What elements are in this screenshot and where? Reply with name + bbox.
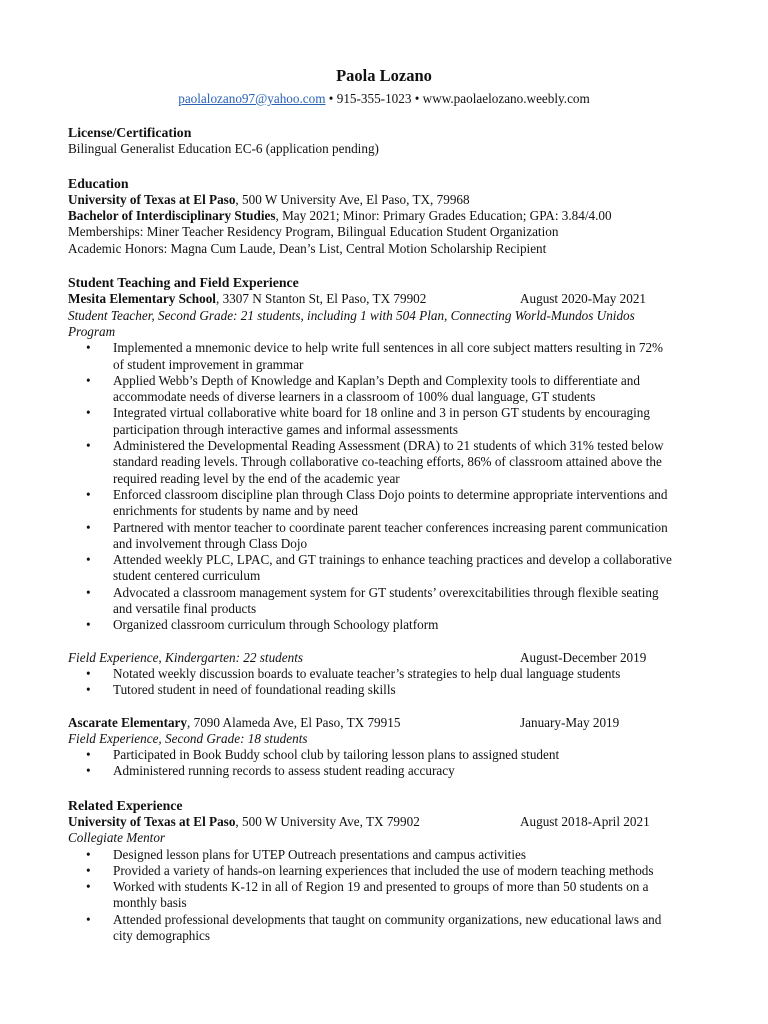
contact-separator: • — [411, 91, 423, 106]
bullet-text-line: and involvement through Class Dojo — [113, 535, 308, 551]
bullet-item — [68, 520, 704, 553]
section-title-student-teaching: Student Teaching and Field Experience — [68, 275, 299, 291]
bullet-dot: • — [86, 846, 91, 862]
bullet-dot: • — [86, 372, 91, 388]
bullet-dot: • — [86, 552, 91, 568]
bullet-text-line: Tutored student in need of foundational reading skills — [113, 682, 396, 698]
bullet-text-line: Implemented a mnemonic device to help write full sentences in all core subject matters resulting in 72% — [113, 340, 664, 356]
bullet-text-line: and versatile final products — [113, 601, 257, 617]
bullet-item — [68, 340, 704, 373]
bullet-text-line: Applied Webb’s Depth of Knowledge and Kaplan’s Depth and Complexity tools to differentiate and — [113, 372, 640, 388]
ascarate-bullets — [68, 747, 704, 780]
license-section — [68, 125, 704, 158]
ascarate-dates: January-May 2019 — [520, 714, 620, 730]
bullet-item — [68, 847, 704, 863]
bullet-dot: • — [86, 584, 91, 600]
resume-content — [68, 125, 704, 962]
bullet-item — [68, 863, 704, 879]
bullet-item — [68, 912, 704, 945]
bullet-item — [68, 373, 704, 406]
bullet-text-line: city demographics — [113, 928, 211, 944]
education-section — [68, 176, 704, 257]
bullet-dot: • — [86, 519, 91, 535]
bullet-text-line: student centered curriculum — [113, 568, 261, 584]
bullet-item — [68, 879, 704, 912]
education-degree-details: , May 2021; Minor: Primary Grades Education; GPA: 3.84/4.00 — [275, 208, 612, 224]
bullet-text-line: accommodate needs of diverse learners in a classroom of 100% dual language, GT students — [113, 389, 596, 405]
bullet-text-line: required reading level by the end of the academic year — [113, 470, 400, 486]
bullet-dot: • — [86, 911, 91, 927]
bullet-text-line: Participated in Book Buddy school club by tailoring lesson plans to assigned student — [113, 747, 560, 763]
education-school-line — [68, 192, 704, 208]
education-school-address: , 500 W University Ave, El Paso, TX, 79968 — [235, 191, 470, 207]
phone-number: 915-355-1023 — [336, 91, 412, 106]
section-title-related: Related Experience — [68, 797, 183, 813]
kinder-header — [68, 650, 704, 666]
bullet-text-line: of student improvement in grammar — [113, 356, 304, 372]
contact-separator: • — [325, 91, 337, 106]
contact-line — [0, 91, 768, 107]
bullet-text-line: Notated weekly discussion boards to evaluate teacher’s strategies to help dual language students — [113, 665, 621, 681]
related-role: Collegiate Mentor — [68, 830, 166, 846]
section-title-license: License/Certification — [68, 125, 192, 140]
bullet-dot: • — [86, 438, 91, 454]
bullet-text-line: participation through interactive games and informal assessments — [113, 421, 458, 437]
mesita-address: , 3307 N Stanton St, El Paso, TX 79902 — [215, 291, 427, 307]
bullet-dot: • — [86, 405, 91, 421]
section-title-education: Education — [68, 175, 129, 191]
bullet-text-line: Administered the Developmental Reading Assessment (DRA) to 21 students of which 31% tested below — [113, 438, 664, 454]
kinder-bullets — [68, 666, 704, 699]
bullet-dot: • — [86, 340, 91, 356]
education-degree: Bachelor of Interdisciplinary Studies — [68, 208, 276, 224]
bullet-text-line: Advocated a classroom management system for GT students’ overexcitabilities through flexible seating — [113, 584, 659, 600]
license-text: Bilingual Generalist Education EC-6 (application pending) — [68, 141, 379, 157]
ascarate-school: Ascarate Elementary — [68, 714, 188, 730]
education-memberships: Memberships: Miner Teacher Residency Program, Bilingual Education Student Organization — [68, 224, 559, 240]
bullet-text-line: monthly basis — [113, 895, 187, 911]
education-school: University of Texas at El Paso — [68, 191, 236, 207]
kinder-role: Field Experience, Kindergarten: 22 students — [68, 649, 303, 665]
bullet-text-line: Enforced classroom discipline plan through Class Dojo points to determine appropriate interventions and — [113, 486, 668, 502]
bullet-text-line: Administered running records to assess student reading accuracy — [113, 763, 455, 779]
bullet-text-line: Partnered with mentor teacher to coordinate parent teacher conferences increasing parent communication — [113, 519, 668, 535]
bullet-dot: • — [86, 682, 91, 698]
bullet-dot: • — [86, 862, 91, 878]
resume-name: Paola Lozano — [336, 66, 432, 85]
bullet-text-line: Designed lesson plans for UTEP Outreach presentations and campus activities — [113, 846, 526, 862]
bullet-item — [68, 585, 704, 618]
bullet-item — [68, 405, 704, 438]
related-address: , 500 W University Ave, TX 79902 — [235, 813, 420, 829]
bullet-text-line: Organized classroom curriculum through Schoology platform — [113, 617, 439, 633]
bullet-item — [68, 438, 704, 487]
mesita-school: Mesita Elementary School — [68, 291, 216, 307]
kinder-dates: August-December 2019 — [520, 649, 647, 665]
education-degree-line — [68, 208, 704, 224]
bullet-text-line: Attended weekly PLC, LPAC, and GT trainings to enhance teaching practices and develop a collaborative — [113, 552, 672, 568]
bullet-text-line: standard reading levels. Through collaborative co-teaching efforts, 86% of classroom attained above the — [113, 454, 662, 470]
bullet-item — [68, 747, 704, 763]
related-header — [68, 814, 704, 830]
bullet-text-line: enrichments for students by name and by need — [113, 503, 358, 519]
ascarate-role: Field Experience, Second Grade: 18 students — [68, 730, 308, 746]
bullet-item — [68, 763, 704, 779]
bullet-text-line: Integrated virtual collaborative white board for 18 online and 3 in person GT students by encouraging — [113, 405, 650, 421]
student-teaching-section — [68, 275, 704, 780]
related-school: University of Texas at El Paso — [68, 813, 236, 829]
related-dates: August 2018-April 2021 — [520, 813, 650, 829]
education-honors: Academic Honors: Magna Cum Laude, Dean’s List, Central Motion Scholarship Recipient — [68, 240, 547, 256]
ascarate-address: , 7090 Alameda Ave, El Paso, TX 79915 — [187, 714, 401, 730]
bullet-text-line: Attended professional developments that taught on community organizations, new educational laws and — [113, 911, 662, 927]
mesita-role: Student Teacher, Second Grade: 21 students, including 1 with 504 Plan, Connecting World-Mundos Unidos — [68, 307, 635, 323]
bullet-item — [68, 666, 704, 682]
bullet-item — [68, 682, 704, 698]
related-bullets — [68, 847, 704, 945]
bullet-item — [68, 617, 704, 633]
bullet-dot: • — [86, 617, 91, 633]
bullet-dot: • — [86, 665, 91, 681]
bullet-item — [68, 552, 704, 585]
bullet-dot: • — [86, 486, 91, 502]
bullet-dot: • — [86, 879, 91, 895]
bullet-dot: • — [86, 747, 91, 763]
bullet-item — [68, 487, 704, 520]
bullet-dot: • — [86, 763, 91, 779]
related-section — [68, 798, 704, 945]
ascarate-header — [68, 715, 704, 731]
bullet-text-line: Worked with students K-12 in all of Region 19 and presented to groups of more than 50 students on a — [113, 879, 649, 895]
mesita-role-cont: Program — [68, 323, 116, 339]
mesita-dates: August 2020-May 2021 — [520, 291, 647, 307]
mesita-header — [68, 291, 704, 307]
email-link[interactable]: paolalozano97@yahoo.com — [178, 91, 326, 106]
mesita-bullets — [68, 340, 704, 633]
website-text: www.paolaelozano.weebly.com — [422, 91, 590, 106]
bullet-text-line: Provided a variety of hands-on learning experiences that included the use of modern teaching methods — [113, 862, 654, 878]
